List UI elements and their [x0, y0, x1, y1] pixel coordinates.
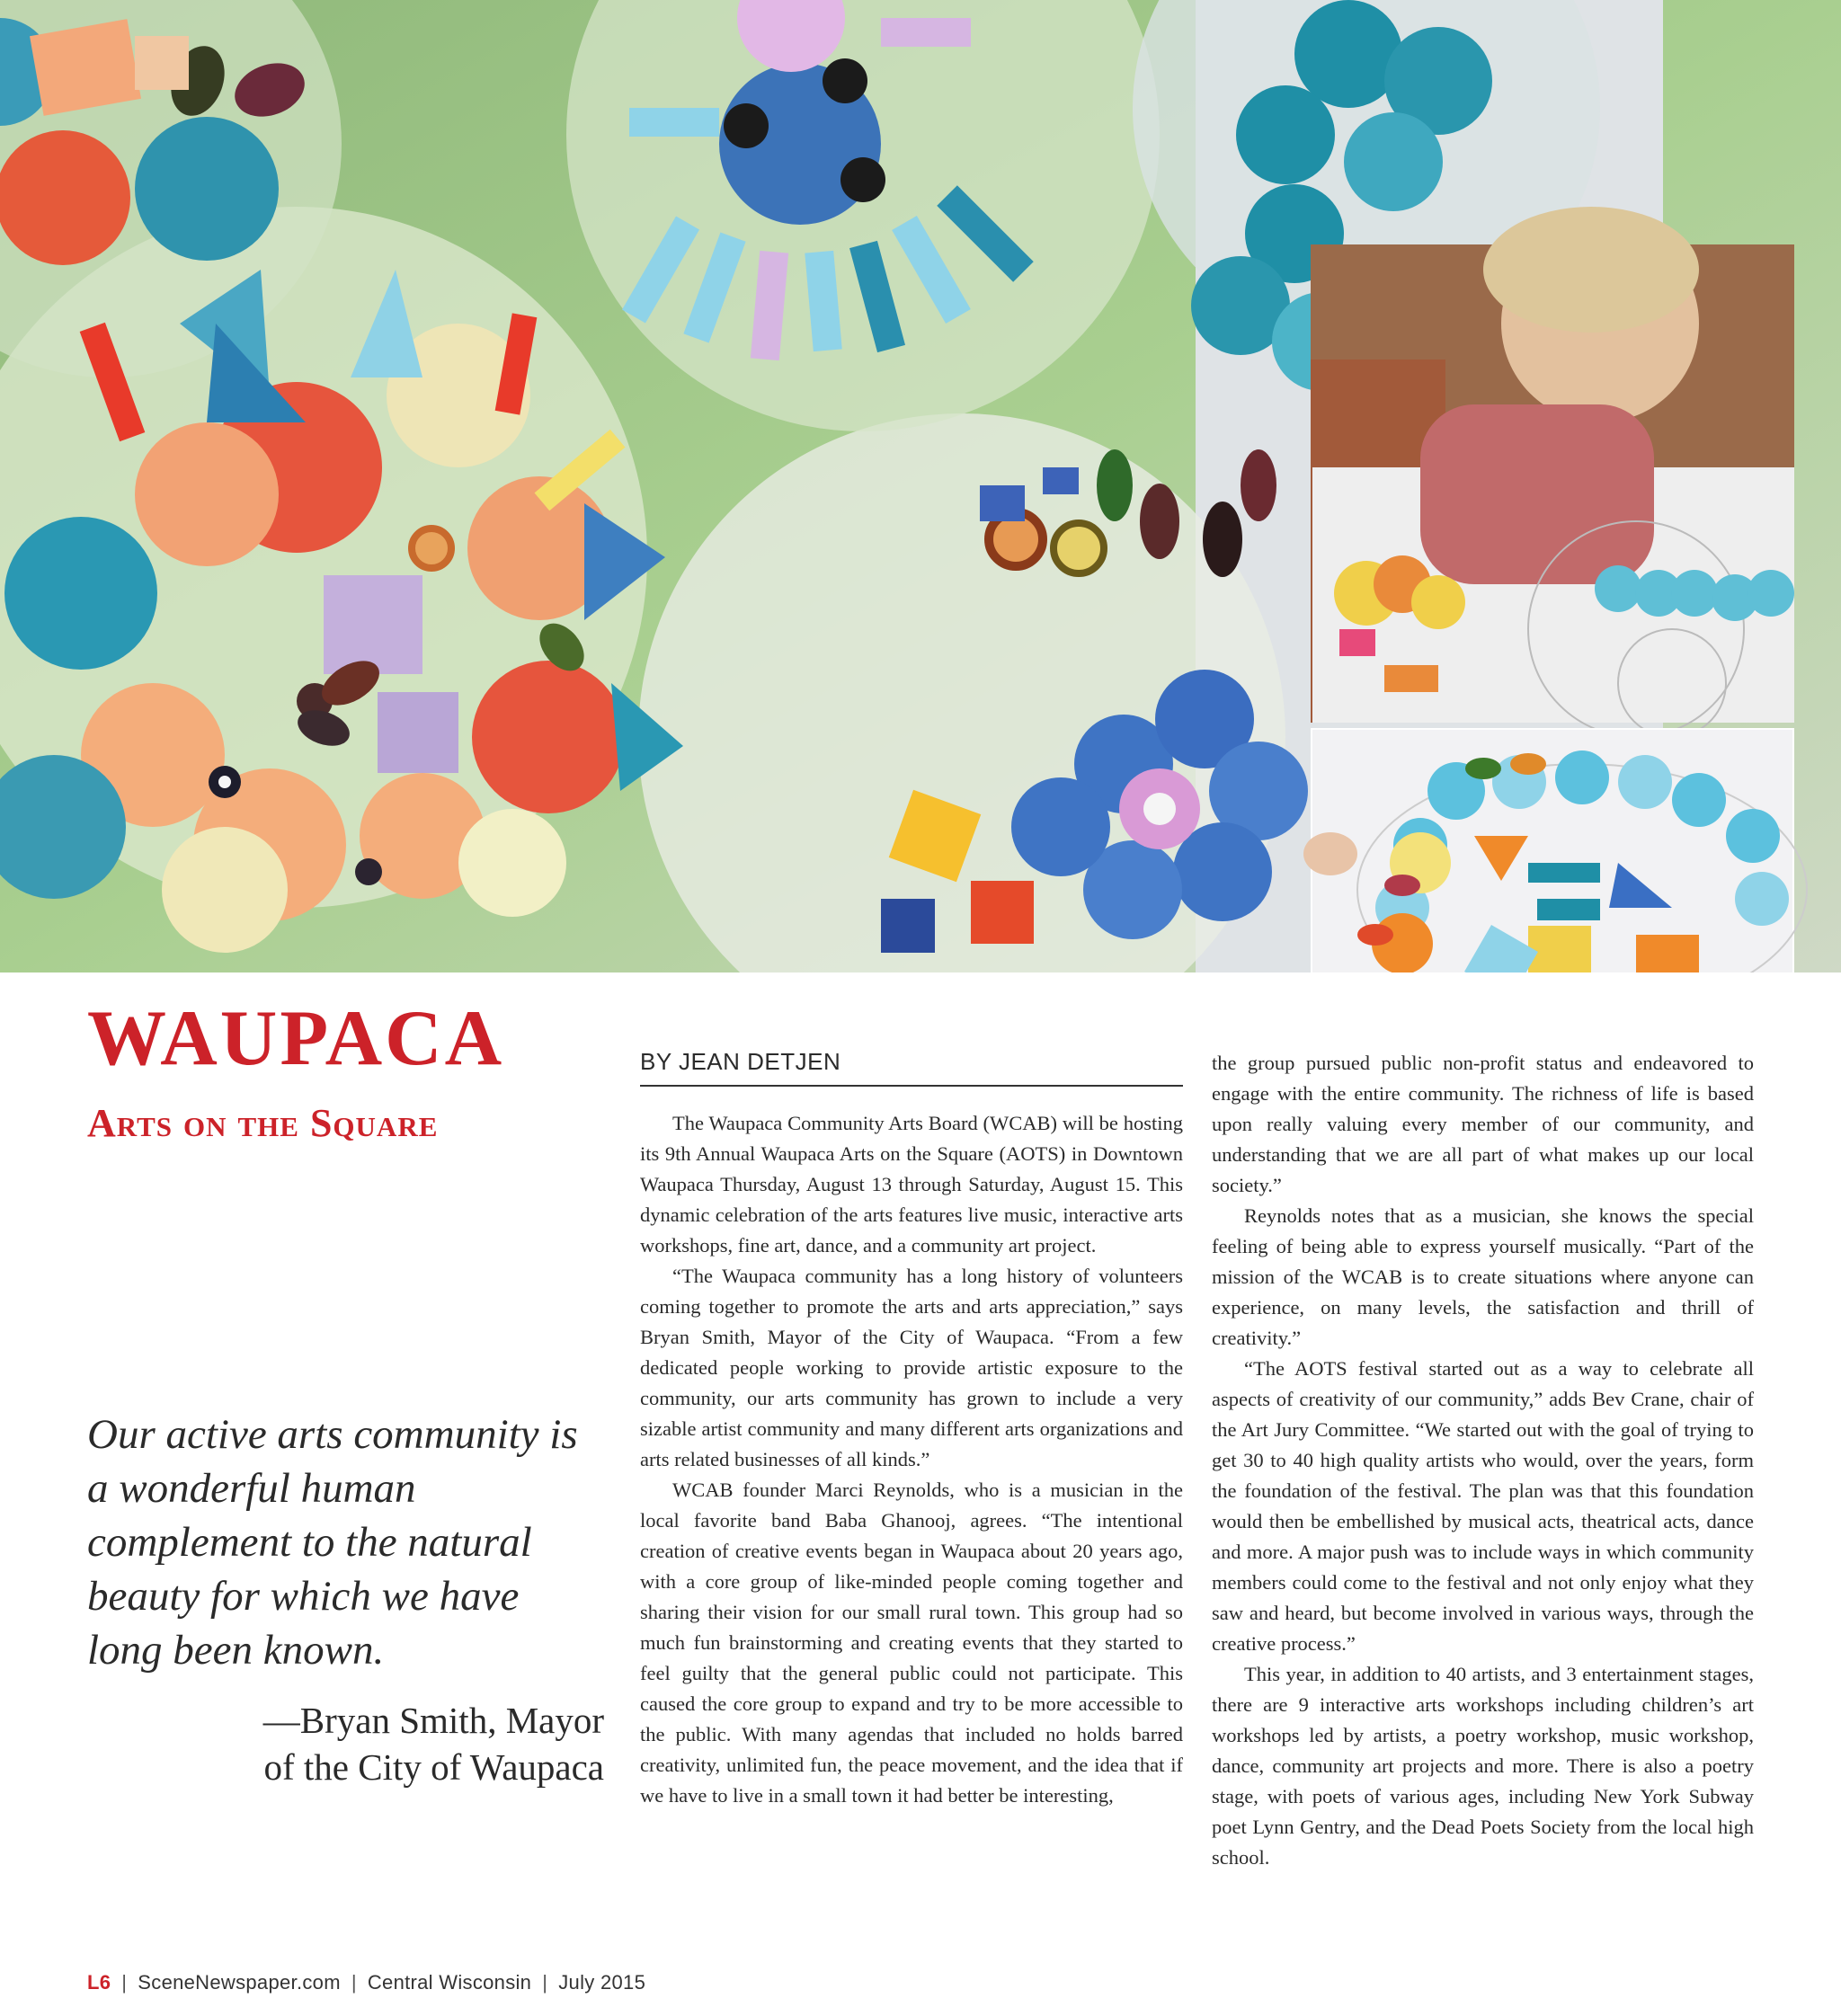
- footer-separator: |: [542, 1971, 548, 1994]
- article-paragraph: “The Waupaca community has a long history of volunteers coming together to promote the arts and arts appreciation,” says Bryan Smith, Mayor of the City of Waupaca. “From a few dedicated people working to provide artistic exposure to the community, our arts community has grown to include a very sizable artist community and many different arts organizations and arts related businesses of all kinds.”: [640, 1265, 1183, 1470]
- pull-quote-attribution-line2: of the City of Waupaca: [263, 1746, 604, 1788]
- headline-block: [87, 995, 600, 1145]
- pull-quote-attribution-line1: —Bryan Smith, Mayor: [262, 1700, 604, 1741]
- footer-region: Central Wisconsin: [367, 1971, 532, 1994]
- pull-quote-attribution: [87, 1697, 604, 1790]
- article-paragraph: the group pursued public non-profit status and endeavored to engage with the entire community. The richness of life is based upon really valuing every member of our community, and understanding that we are all part of what makes up our local society.”: [1212, 1052, 1754, 1196]
- footer-separator: |: [121, 1971, 128, 1994]
- footer-separator: |: [351, 1971, 357, 1994]
- article-column-2: [1212, 1048, 1754, 1900]
- article-paragraph: The Waupaca Community Arts Board (WCAB) will be hosting its 9th Annual Waupaca Arts on the Square (AOTS) in Downtown Waupaca Thursday, August 13 through Saturday, August 15. This dynamic celebration of the arts features live music, interactive arts workshops, fine art, dance, and a community art project.: [640, 1112, 1183, 1257]
- inset-photo-suncatcher-in-progress: [1303, 728, 1807, 972]
- pull-quote: [87, 1408, 604, 1790]
- pull-quote-text: Our active arts community is a wonderful human complement to the natural beauty for which we have long been known.: [87, 1411, 578, 1674]
- hero-photo-suncatchers: [0, 0, 1841, 972]
- headline-title: WAUPACA: [87, 995, 505, 1082]
- byline: BY JEAN DETJEN: [640, 1048, 1183, 1087]
- page-footer: [87, 1971, 645, 1994]
- footer-site: SceneNewspaper.com: [138, 1971, 341, 1994]
- article-paragraph: WCAB founder Marci Reynolds, who is a musician in the local favorite band Baba Ghanooj, agrees. “The intentional creation of creative events began in Waupaca about 20 years ago, with a core group of like-minded people coming together and sharing their vision for our small rural town. This group had so much fun brainstorming and creating events that they started to feel guilty that the general public could not participate. This caused the core group to expand and try to be more accessible to the public. With many agendas that included no holds barred creativity, unlimited fun, the peace movement, and the idea that if we have to live in a small town it had better be interesting,: [640, 1479, 1183, 1807]
- footer-date: July 2015: [558, 1971, 646, 1994]
- article-paragraph: “The AOTS festival started out as a way to celebrate all aspects of creativity of our community,” adds Bev Crane, chair of the Art Jury Committee. “We started out with the goal of trying to get 30 to 40 high quality artists who would, over the years, form the foundation of the festival. The plan was that this foundation would then be embellished by musical acts, theatrical acts, dance and more. A major push was to include ways in which community members could come to the festival and not only enjoy what they saw and heard, but become involved in various ways, through the creative process.”: [1212, 1357, 1754, 1655]
- article-paragraph: Reynolds notes that as a musician, she knows the special feeling of being able to express yourself musically. “Part of the mission of the WCAB is to create situations where anyone can experience, on many levels, the satisfaction and thrill of creativity.”: [1212, 1204, 1754, 1349]
- headline-subtitle: Arts on the Square: [87, 1101, 439, 1145]
- article-column-1: [640, 1108, 1183, 1899]
- inset-photo-child-crafting: [1311, 207, 1794, 737]
- article-paragraph: This year, in addition to 40 artists, and 3 entertainment stages, there are 9 interactive arts workshops including children’s art workshops led by artists, a poetry workshop, music workshop, dance, community art projects and more. There is also a poetry stage, with poets of various ages, including New York Subway poet Lynn Gentry, and the Dead Poets Society from the local high school.: [1212, 1663, 1754, 1869]
- page-number: L6: [87, 1971, 111, 1994]
